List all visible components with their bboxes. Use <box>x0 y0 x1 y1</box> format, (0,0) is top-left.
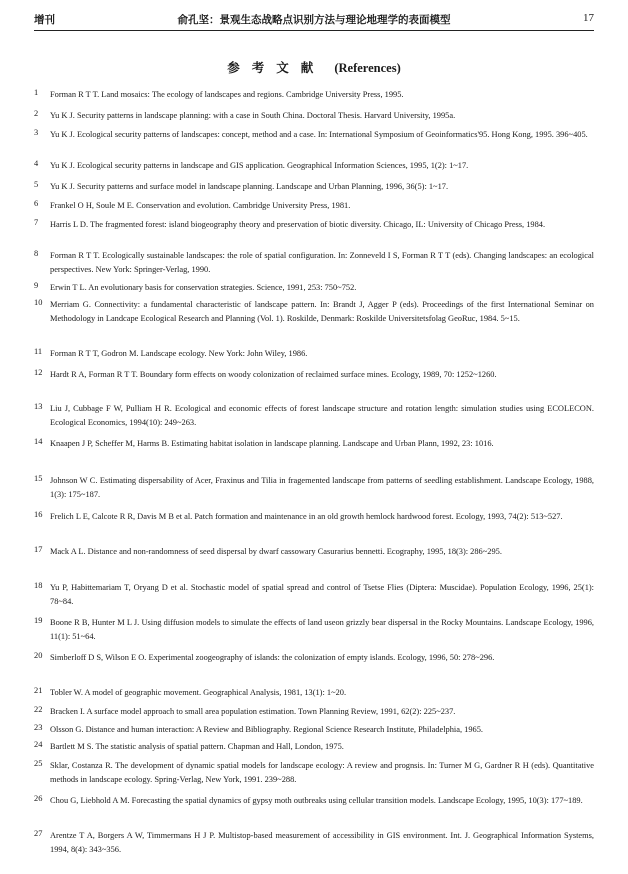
reference-text: Bracken I. A surface model approach to small area population estimation. Town Planning Review, 1991, 62(2): 225~237. <box>50 707 456 716</box>
reference-text: Olsson G. Distance and human interaction: A Review and Bibliography. Regional Science Research Institute, Philadelphia, 1965. <box>50 725 483 734</box>
reference-text: Forman R T T, Godron M. Landscape ecology. New York: John Wiley, 1986. <box>50 349 308 358</box>
reference-text: Forman R T T. Ecologically sustainable landscapes: the role of spatial configuration. In: Zonneveld I S, Forman R T T (eds). Changing landscapes: an ecological perspectives. New York: Springer-Verlag, 1990. <box>50 251 594 274</box>
reference-text: Tobler W. A model of geographic movement. Geographical Analysis, 1981, 13(1): 1~20. <box>50 688 347 697</box>
reference-number: 17 <box>34 545 43 554</box>
reference-text: Hardt R A, Forman R T T. Boundary form effects on woody colonization of reclaimed surface mines. Ecology, 1989, 70: 1252~1260. <box>50 370 497 379</box>
reference-number: 24 <box>34 740 43 749</box>
reference-number: 15 <box>34 474 43 483</box>
reference-number: 7 <box>34 218 39 227</box>
reference-number: 22 <box>34 705 43 714</box>
reference-number: 13 <box>34 402 43 411</box>
issue-label: 增刊 <box>34 14 55 26</box>
reference-text: Harris L D. The fragmented forest: island biogeography theory and preservation of biotic diversity. Chicago, IL: University of Chicago Press, 1984. <box>50 220 546 229</box>
reference-text: Johnson W C. Estimating dispersability of Acer, Fraxinus and Tilia in fragemented landscape from patterns of seedling establishment. Landscape Ecology, 1988, 1(3): 175~187. <box>50 476 594 499</box>
references-heading <box>0 58 628 76</box>
reference-text: Mack A L. Distance and non-randomness of seed dispersal by dwarf cassowary Casurarius bennetti. Ecography, 1995, 18(3): 286~295. <box>50 547 502 556</box>
reference-text: Yu K J. Security patterns and surface model in landscape planning. Landscape and Urban Planning, 1996, 36(5): 1~17. <box>50 182 449 191</box>
reference-number: 20 <box>34 651 43 660</box>
reference-number: 26 <box>34 794 43 803</box>
reference-number: 12 <box>34 368 43 377</box>
running-header <box>34 12 594 28</box>
reference-text: Yu K J. Security patterns in landscape planning: with a case in South China. Doctoral Thesis. Harvard University, 1995a. <box>50 111 456 120</box>
reference-text: Frelich L E, Calcote R R, Davis M B et al. Patch formation and maintenance in an old growth hemlock hardwood forest. Ecology, 1993, 74(2): 513~527. <box>50 512 563 521</box>
reference-number: 10 <box>34 298 43 307</box>
references-heading-english: (References) <box>334 61 401 75</box>
reference-text: Erwin T L. An evolutionary basis for conservation strategies. Science, 1991, 253: 750~752. <box>50 283 357 292</box>
reference-number: 23 <box>34 723 43 732</box>
reference-number: 5 <box>34 180 39 189</box>
header-rule <box>34 30 594 31</box>
reference-number: 3 <box>34 128 39 137</box>
running-title: 俞孔坚：景观生态战略点识别方法与理论地理学的表面模型 <box>177 14 451 26</box>
reference-number: 1 <box>34 88 39 97</box>
reference-text: Arentze T A, Borgers A W, Timmermans H J P. Multistop-based measurement of accessibility in GIS environment. Int. J. Geographical Information Systems, 1994, 8(4): 343~356. <box>50 831 594 854</box>
reference-text: Yu P, Habittemariam T, Oryang D et al. Stochastic model of spatial spread and control of Tsetse Flies (Diptera: Muscidae). Population Ecology, 1996, 25(1): 78~84. <box>50 583 594 606</box>
reference-text: Liu J, Cubbage F W, Pulliam H R. Ecological and economic effects of forest landscape structure and rotation length: simulation studies using ECOLECON. Ecological Economics, 1994(10): 249~263. <box>50 404 594 427</box>
reference-text: Boone R B, Hunter M L J. Using diffusion models to simulate the effects of land useon grizzly bear dispersal in the Rocky Mountains. Landscape Ecology, 1996, 11(1): 51~64. <box>50 618 594 641</box>
reference-text: Knaapen J P, Scheffer M, Harms B. Estimating habitat isolation in landscape planning. Landscape and Urban Plann, 1992, 23: 1016. <box>50 439 494 448</box>
reference-number: 11 <box>34 347 43 356</box>
reference-number: 2 <box>34 109 39 118</box>
page-number: 17 <box>583 12 594 24</box>
reference-number: 4 <box>34 159 39 168</box>
reference-number: 21 <box>34 686 43 695</box>
reference-number: 16 <box>34 510 43 519</box>
reference-number: 18 <box>34 581 43 590</box>
reference-number: 9 <box>34 281 39 290</box>
reference-text: Chou G, Liebhold A M. Forecasting the spatial dynamics of gypsy moth outbreaks using cellular transition models. Landscape Ecology, 1995, 10(3): 177~189. <box>50 796 583 805</box>
reference-number: 25 <box>34 759 43 768</box>
reference-text: Yu K J. Ecological security patterns in landscape and GIS application. Geographical Information Sciences, 1995, 1(2): 1~17. <box>50 161 469 170</box>
reference-text: Sklar, Costanza R. The development of dynamic spatial models for landscape ecology: A review and prognsis. In: Turner M G, Gardner R H (eds). Quantitative methods in landscape ecology. Spring-Verlag, New York, 1991. 239~288. <box>50 761 594 784</box>
reference-text: Simberloff D S, Wilson E O. Experimental zoogeography of islands: the colonization of empty islands. Ecology, 1996, 50: 278~296. <box>50 653 495 662</box>
reference-text: Yu K J. Ecological security patterns of landscapes: concept, method and a case. In: International Symposium of Geoinformatics'95. Hong Kong, 1995. 396~405. <box>50 130 588 139</box>
reference-number: 6 <box>34 199 39 208</box>
references-heading-chinese: 参考文献 <box>227 60 326 75</box>
reference-text: Merriam G. Connectivity: a fundamental characteristic of landscape pattern. In: Brandt J, Agger P (eds). Proceedings of the first International Seminar on Methodology in Landcape Ecological Research and Planning (Vol. 1). Roskilde, Denmark: Roskilde Universitetsfolag GeoRuc, 1984. 5~15. <box>50 300 594 323</box>
reference-text: Frankel O H, Soule M E. Conservation and evolution. Cambridge University Press, 1981. <box>50 201 351 210</box>
reference-text: Forman R T T. Land mosaics: The ecology of landscapes and regions. Cambridge University Press, 1995. <box>50 90 404 99</box>
reference-number: 8 <box>34 249 39 258</box>
reference-text: Bartlett M S. The statistic analysis of spatial pattern. Chapman and Hall, London, 1975. <box>50 742 344 751</box>
reference-number: 14 <box>34 437 43 446</box>
reference-number: 27 <box>34 829 43 838</box>
reference-number: 19 <box>34 616 43 625</box>
